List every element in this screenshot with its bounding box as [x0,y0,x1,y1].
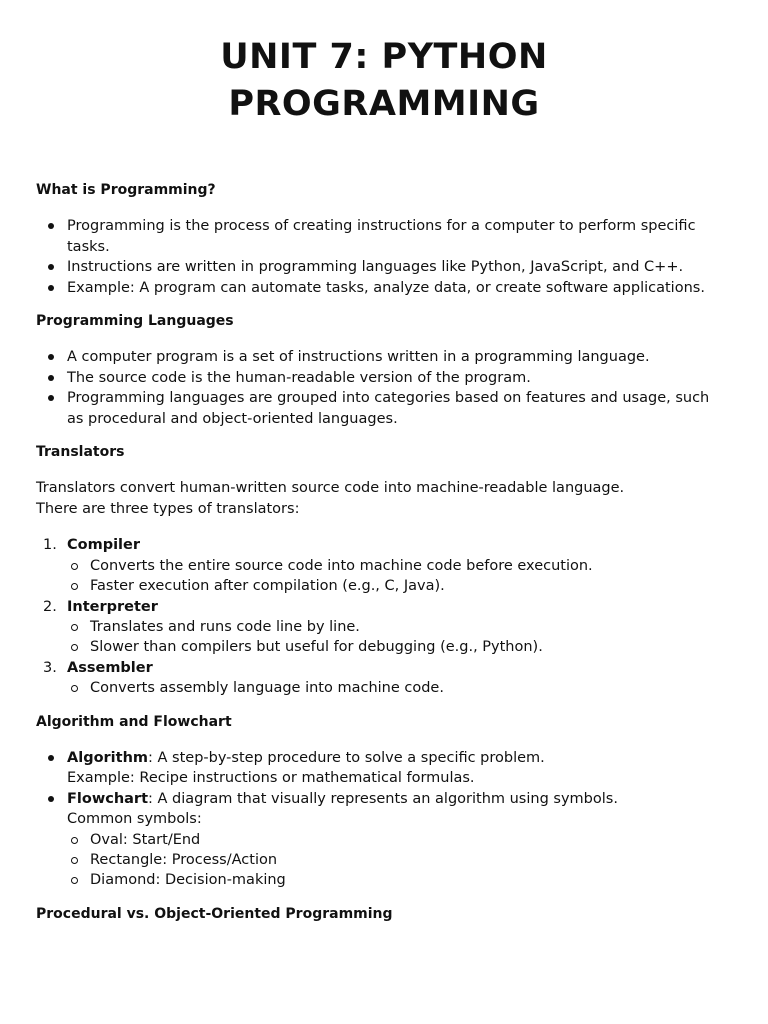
translators-list [36,535,726,698]
translators-intro-line-2: There are three types of translators: [36,500,300,517]
section-heading-algorithm-flowchart: Algorithm and Flowchart [36,713,232,730]
list-item: Instructions are written in programming languages like Python, JavaScript, and C++. [36,257,726,277]
list-item-algorithm [36,748,726,789]
sub-list-item: Slower than compilers but useful for debugging (e.g., Python). [67,637,726,657]
section-heading-what-is-programming: What is Programming? [36,182,216,198]
translator-sub-list [67,678,726,698]
list-number: 1. [43,537,57,554]
what-is-programming-list [36,216,726,298]
translator-name: Compiler [67,537,141,554]
title-line-2: PROGRAMMING [228,84,540,124]
page-title [0,34,768,128]
sub-list-item: Translates and runs code line by line. [67,617,726,637]
list-number: 3. [43,659,57,676]
sub-list-item: Diamond: Decision-making [67,870,726,890]
list-item: The source code is the human-readable version of the program. [36,368,726,388]
list-item: Programming is the process of creating instructions for a computer to perform specific tasks. [36,216,726,257]
translator-name: Assembler [67,659,153,676]
sub-list-item: Converts the entire source code into machine code before execution. [67,556,726,576]
list-number: 2. [43,598,57,615]
term-flowchart: Flowchart [67,790,149,807]
translator-compiler [36,535,726,596]
list-item: A computer program is a set of instructions written in a programming language. [36,347,726,367]
translator-sub-list [67,556,726,597]
translators-intro [36,478,726,519]
translators-intro-line-1: Translators convert human-written source code into machine-readable language. [36,480,625,497]
sub-list-item: Oval: Start/End [67,830,726,850]
translator-assembler [36,658,726,699]
translator-interpreter [36,597,726,658]
flowchart-symbols-list [67,830,726,891]
flowchart-definition: : A diagram that visually represents an algorithm using symbols. [148,790,618,807]
sub-list-item: Converts assembly language into machine code. [67,678,726,698]
programming-languages-list [36,347,726,429]
flowchart-common-symbols: Common symbols: [67,811,202,828]
algorithm-example: Example: Recipe instructions or mathematical formulas. [67,770,475,787]
section-heading-programming-languages: Programming Languages [36,313,234,330]
list-item-flowchart [36,789,726,891]
translator-name: Interpreter [67,598,158,615]
algorithm-flowchart-list [36,748,726,891]
section-heading-translators: Translators [36,444,125,461]
title-line-1: UNIT 7: PYTHON [220,37,548,77]
list-item: Programming languages are grouped into categories based on features and usage, such as procedural and object-oriented languages. [36,388,726,429]
sub-list-item: Rectangle: Process/Action [67,850,726,870]
term-algorithm: Algorithm [67,749,149,766]
section-heading-procedural-vs-oop: Procedural vs. Object-Oriented Programming [36,905,393,922]
translator-sub-list [67,617,726,658]
sub-list-item: Faster execution after compilation (e.g., C, Java). [67,576,726,596]
algorithm-definition: : A step-by-step procedure to solve a specific problem. [148,749,545,766]
list-item: Example: A program can automate tasks, analyze data, or create software applications. [36,278,726,298]
document-body [36,180,726,924]
